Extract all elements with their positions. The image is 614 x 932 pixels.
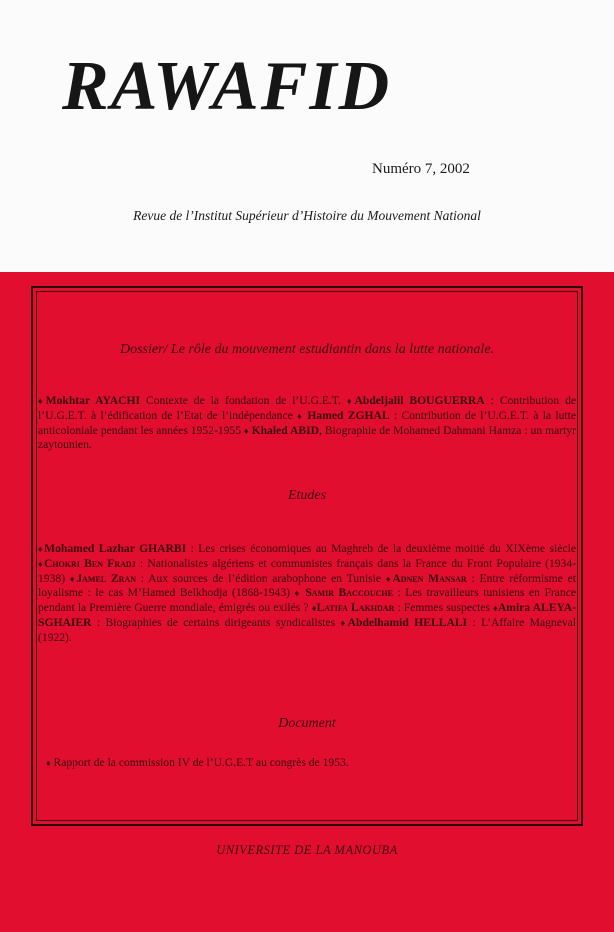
dossier-author-2: Abdeljalil BOUGUERRA xyxy=(354,394,485,407)
bullet-icon: ♦ xyxy=(385,573,393,584)
dossier-list xyxy=(38,394,576,452)
etudes-text-2: : Nationalistes algériens et communistes français dans la France du Front Populaire (1934-1938) xyxy=(38,556,577,585)
bullet-icon: ♦ xyxy=(38,396,46,406)
publisher-footer: UNIVERSITE DE LA MANOUBA xyxy=(216,843,398,857)
cover-top xyxy=(0,0,614,272)
bullet-icon: ♦ xyxy=(46,758,51,768)
etudes-text-1: : Les crises économiques au Maghreb de la deuxième moitié du XIXème siècle xyxy=(190,542,577,555)
etudes-text-4: : Entre réformisme et loyalisme : le cas M’Hamed Belkhodja (1868-1943) xyxy=(38,571,576,600)
etudes-author-3: Jamel Zran xyxy=(76,571,136,585)
etudes-author-1: Mohamed Lazhar GHARBI xyxy=(44,542,187,555)
bullet-icon: ♦ xyxy=(38,544,45,554)
journal-subtitle xyxy=(0,208,614,224)
journal-title: RAWAFID xyxy=(62,48,392,125)
etudes-text-3: : Aux sources de l’édition arabophone en Tunisie xyxy=(140,571,382,585)
etudes-author-7: Amira ALEYA-SGHAIER xyxy=(38,601,576,629)
issue-number: Numéro 7, 2002 xyxy=(372,161,470,177)
etudes-text-7: : Biographies de certains dirigeants syndicalistes xyxy=(96,615,336,629)
document-entry: Rapport de la commission IV de l’U.G.E.T au congrès de 1953. xyxy=(53,756,349,769)
etudes-list xyxy=(38,542,576,645)
dossier-text-4: Biographie de Mohamed Dahmani Hamza : un martyr zaytounien. xyxy=(38,423,576,452)
etudes-author-2: Chokri Ben Fradj xyxy=(43,556,136,570)
etudes-heading: Etudes xyxy=(287,488,327,503)
etudes-author-5: Samir Baccouche xyxy=(305,586,393,600)
bullet-icon: ♦ xyxy=(493,603,498,614)
etudes-author-4: Adnen Mansar xyxy=(392,571,467,585)
dossier-text-1: Contexte de la fondation de l’U.G.E.T. xyxy=(146,394,341,407)
bullet-icon: ♦ xyxy=(243,425,249,436)
dossier-text-3: : Contribution de l’U.G.E.T. à la lutte anticoloniale pendant les années 1952-1955 xyxy=(38,408,577,437)
bullet-icon: ♦ xyxy=(297,410,304,421)
bullet-icon: ♦ xyxy=(38,558,44,569)
bullet-icon: ♦ xyxy=(340,617,348,628)
journal-subtitle-text: Revue de l’Institut Supérieur d’Histoire du Mouvement National xyxy=(133,208,481,223)
etudes-author-6: Latifa Lakhdar xyxy=(316,601,395,615)
bullet-icon: ♦ xyxy=(346,396,355,406)
document-list xyxy=(46,756,566,771)
etudes-text-8: : L’Affaire Magneval (1922). xyxy=(38,615,577,644)
bullet-icon: ♦ xyxy=(311,603,317,614)
etudes-text-5: : Les travailleurs tunisiens en France pendant la Première Guerre mondiale, émigrés ou exilés ? xyxy=(38,586,577,615)
document-heading: Document xyxy=(278,716,336,731)
etudes-text-6: : Femmes suspectes xyxy=(397,601,490,615)
bullet-icon: ♦ xyxy=(69,573,77,584)
etudes-author-8: Abdelhamid HELLALI xyxy=(347,615,468,629)
dossier-heading: Dossier/ Le rôle du mouvement estudiantin dans la lutte nationale. xyxy=(119,342,495,357)
dossier-author-3: Hamed ZGHAL xyxy=(307,408,390,422)
dossier-text-2: : Contribution de l’U.G.E.T. à l’édification de l’Etat de l’indépendance xyxy=(38,394,577,422)
dossier-author-1: Mokhtar AYACHI xyxy=(45,394,141,407)
bullet-icon: ♦ xyxy=(294,588,301,599)
dossier-author-4: Khaled ABID, xyxy=(251,423,322,437)
